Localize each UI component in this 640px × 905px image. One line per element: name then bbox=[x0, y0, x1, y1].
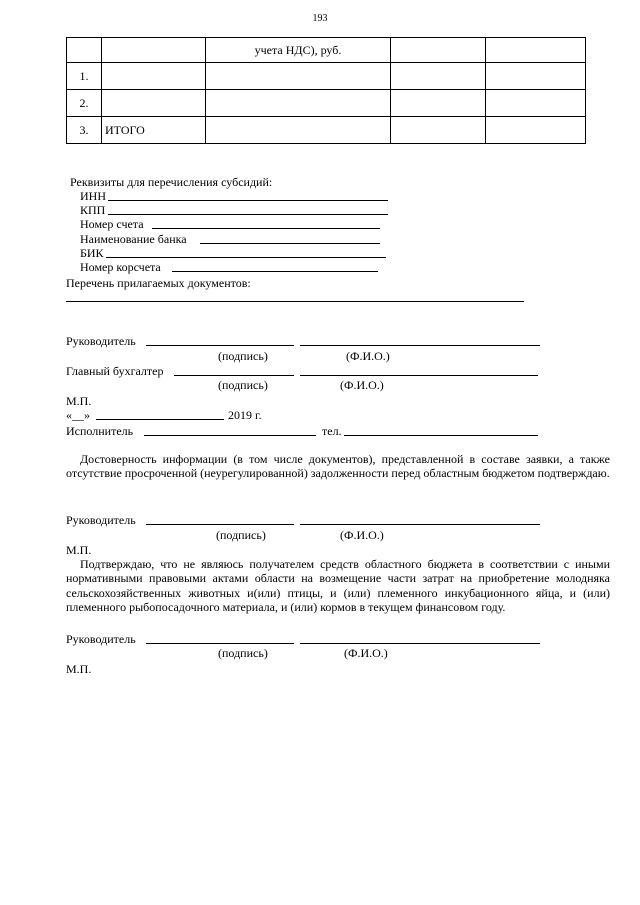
reliability-paragraph: Достоверность информации (в том числе документов), представленной в составе заявки, а также отсутствие просроченной (неурегулированной) задолженности перед областным бюджетом подтверждаю. bbox=[66, 452, 610, 481]
requisites-title: Реквизиты для перечисления субсидий: bbox=[70, 175, 273, 189]
inn-line bbox=[108, 200, 388, 201]
head-fio-line bbox=[300, 524, 540, 525]
row-number: 2. bbox=[67, 90, 102, 117]
head-fio-line bbox=[300, 345, 540, 346]
head-fio-line bbox=[300, 643, 540, 644]
inn-label: ИНН bbox=[80, 189, 106, 203]
fio-hint: (Ф.И.О.) bbox=[340, 378, 384, 392]
signature-hint: (подпись) bbox=[218, 646, 268, 660]
date-prefix: «__» bbox=[66, 408, 90, 422]
kpp-line bbox=[108, 214, 388, 215]
executor-label: Исполнитель bbox=[66, 424, 134, 438]
head-label: Руководитель bbox=[66, 334, 136, 348]
signature-hint: (подпись) bbox=[218, 349, 268, 363]
page-number: 193 bbox=[312, 13, 328, 24]
docs-list-label: Перечень прилагаемых документов: bbox=[66, 276, 251, 290]
head-signature-line bbox=[146, 643, 294, 644]
stamp-label: М.П. bbox=[66, 394, 92, 408]
signature-hint: (подпись) bbox=[216, 528, 266, 542]
row-number: 1. bbox=[67, 63, 102, 90]
table-row bbox=[67, 117, 586, 144]
table-row bbox=[67, 38, 586, 63]
corr-account-label: Номер корсчета bbox=[80, 260, 161, 274]
executor-line bbox=[144, 435, 316, 436]
head-label: Руководитель bbox=[66, 632, 136, 646]
bank-label: Наименование банка bbox=[80, 232, 187, 246]
bik-line bbox=[106, 257, 386, 258]
stamp-label: М.П. bbox=[66, 543, 92, 557]
head-signature-line bbox=[146, 524, 294, 525]
row-name bbox=[102, 90, 206, 117]
date-line bbox=[96, 419, 224, 420]
phone-label: тел. bbox=[322, 424, 342, 438]
accountant-signature-line bbox=[174, 375, 294, 376]
kpp-label: КПП bbox=[80, 203, 106, 217]
table-row bbox=[67, 63, 586, 90]
corr-account-line bbox=[172, 271, 378, 272]
row-name bbox=[102, 63, 206, 90]
account-label: Номер счета bbox=[80, 217, 144, 231]
confirm-paragraph: Подтверждаю, что не являюсь получателем средств областного бюджета в соответствии с иными нормативными правовыми актами области на возмещение части затрат на приобретение молодняка сельскохозяйственных животных и(или) птицы, и (или) племенного инкубационного яйца, и (или) племенного рыбопосадочного материала, и (или) кормов в текущем финансовом году. bbox=[66, 557, 610, 615]
stamp-label: М.П. bbox=[66, 662, 92, 676]
head-signature-line bbox=[146, 345, 294, 346]
row-name-total: ИТОГО bbox=[102, 117, 206, 144]
signature-hint: (подпись) bbox=[218, 378, 268, 392]
accountant-fio-line bbox=[300, 375, 538, 376]
head-label: Руководитель bbox=[66, 513, 136, 527]
fio-hint: (Ф.И.О.) bbox=[346, 349, 390, 363]
cost-table bbox=[66, 37, 586, 144]
row-number: 3. bbox=[67, 117, 102, 144]
fio-hint: (Ф.И.О.) bbox=[344, 646, 388, 660]
table-header-cell: учета НДС), руб. bbox=[206, 38, 391, 63]
bank-line bbox=[200, 243, 380, 244]
docs-list-line bbox=[66, 301, 524, 302]
fio-hint: (Ф.И.О.) bbox=[340, 528, 384, 542]
account-line bbox=[152, 228, 380, 229]
date-year: 2019 г. bbox=[228, 408, 262, 422]
chief-accountant-label: Главный бухгалтер bbox=[66, 364, 164, 378]
phone-line bbox=[344, 435, 538, 436]
bik-label: БИК bbox=[80, 246, 104, 260]
table-row bbox=[67, 90, 586, 117]
